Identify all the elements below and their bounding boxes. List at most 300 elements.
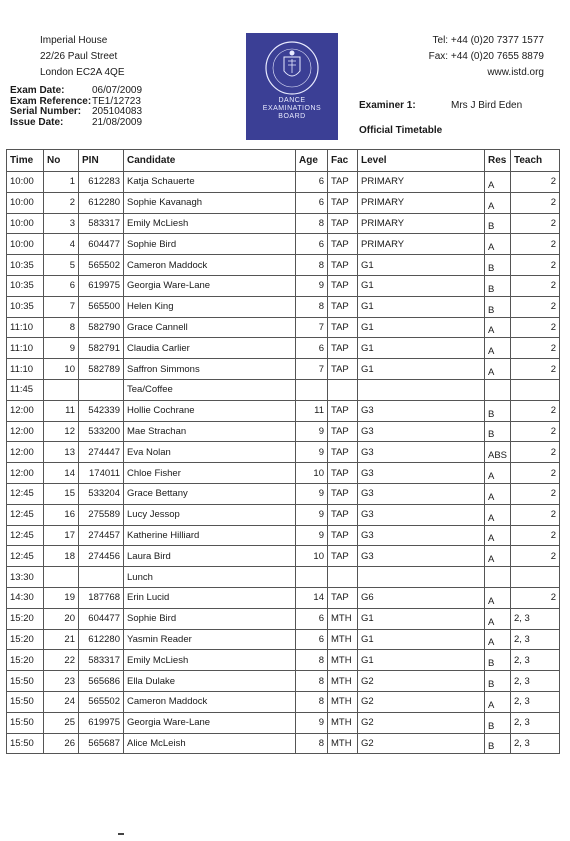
cell-no: 3 (44, 213, 79, 234)
table-row (7, 172, 560, 193)
cell-no: 23 (44, 671, 79, 692)
cell-pin: 612283 (79, 172, 124, 193)
cell-pin: 612280 (79, 629, 124, 650)
cell-res: A (485, 504, 511, 525)
cell-fac: TAP (328, 192, 358, 213)
cell-teach: 2 (511, 421, 560, 442)
cell-no: 1 (44, 172, 79, 193)
logo-line-2: EXAMINATIONS (262, 105, 322, 112)
cell-age: 8 (296, 733, 328, 754)
cell-fac: TAP (328, 213, 358, 234)
cell-age: 10 (296, 463, 328, 484)
cell-teach: 2 (511, 504, 560, 525)
cell-teach: 2 (511, 172, 560, 193)
cell-age: 8 (296, 691, 328, 712)
cell-res: B (485, 296, 511, 317)
cell-candidate: Emily McLiesh (124, 213, 296, 234)
cell-res: A (485, 608, 511, 629)
table-row (7, 525, 560, 546)
cell-candidate: Erin Lucid (124, 587, 296, 608)
cell-no: 25 (44, 712, 79, 733)
cell-teach: 2 (511, 463, 560, 484)
cell-level: G3 (358, 400, 485, 421)
table-row (7, 296, 560, 317)
cell-age (296, 567, 328, 588)
cell-time: 12:45 (7, 546, 44, 567)
table-row (7, 234, 560, 255)
table-row (7, 400, 560, 421)
cell-level: G3 (358, 525, 485, 546)
table-row (7, 379, 560, 400)
logo-line-1: DANCE (278, 97, 306, 104)
cell-res (485, 379, 511, 400)
cell-no: 7 (44, 296, 79, 317)
cell-fac: TAP (328, 442, 358, 463)
cell-candidate: Grace Bettany (124, 483, 296, 504)
cell-time: 15:50 (7, 712, 44, 733)
cell-age: 6 (296, 172, 328, 193)
cell-pin: 542339 (79, 400, 124, 421)
school-address (40, 33, 125, 81)
official-timetable-label: Official Timetable (359, 125, 443, 136)
cell-age (296, 379, 328, 400)
table-row (7, 650, 560, 671)
cell-teach: 2 (511, 442, 560, 463)
cell-level: G2 (358, 733, 485, 754)
cell-age: 6 (296, 608, 328, 629)
cell-no: 4 (44, 234, 79, 255)
scan-mark (118, 833, 124, 835)
cell-candidate: Ella Dulake (124, 671, 296, 692)
col-header-candidate: Candidate (124, 150, 296, 172)
table-row (7, 733, 560, 754)
cell-res (485, 567, 511, 588)
col-header-res: Res (485, 150, 511, 172)
cell-time: 15:50 (7, 671, 44, 692)
cell-res: B (485, 255, 511, 276)
cell-level: PRIMARY (358, 234, 485, 255)
cell-age: 9 (296, 421, 328, 442)
cell-res: A (485, 192, 511, 213)
cell-age: 8 (296, 671, 328, 692)
cell-res: B (485, 421, 511, 442)
cell-age: 9 (296, 525, 328, 546)
cell-pin: 533200 (79, 421, 124, 442)
cell-pin: 582791 (79, 338, 124, 359)
cell-teach: 2, 3 (511, 712, 560, 733)
cell-level: G3 (358, 504, 485, 525)
cell-time: 15:20 (7, 608, 44, 629)
address-line-2: 22/26 Paul Street (40, 51, 118, 62)
table-row (7, 442, 560, 463)
cell-no: 12 (44, 421, 79, 442)
cell-pin: 619975 (79, 275, 124, 296)
cell-teach: 2 (511, 400, 560, 421)
cell-time: 10:35 (7, 275, 44, 296)
cell-res: A (485, 172, 511, 193)
cell-pin: 583317 (79, 213, 124, 234)
cell-no: 15 (44, 483, 79, 504)
cell-time: 10:00 (7, 234, 44, 255)
cell-fac: TAP (328, 525, 358, 546)
meta-row (10, 86, 182, 97)
cell-no: 21 (44, 629, 79, 650)
cell-fac: TAP (328, 421, 358, 442)
cell-age: 9 (296, 483, 328, 504)
cell-age: 8 (296, 296, 328, 317)
cell-pin: 604477 (79, 608, 124, 629)
table-row (7, 483, 560, 504)
cell-teach: 2 (511, 255, 560, 276)
cell-teach (511, 567, 560, 588)
cell-res: ABS (485, 442, 511, 463)
istd-logo (246, 33, 338, 140)
exam-meta (10, 86, 182, 128)
cell-level: G1 (358, 317, 485, 338)
cell-time: 12:00 (7, 463, 44, 484)
contact-tel: Tel: +44 (0)20 7377 1577 (432, 35, 544, 46)
cell-age: 8 (296, 255, 328, 276)
cell-level: PRIMARY (358, 172, 485, 193)
cell-no: 14 (44, 463, 79, 484)
contact-website: www.istd.org (487, 67, 544, 78)
cell-no: 24 (44, 691, 79, 712)
cell-level: G3 (358, 546, 485, 567)
cell-no: 8 (44, 317, 79, 338)
cell-candidate: Eva Nolan (124, 442, 296, 463)
examiner (359, 100, 522, 111)
cell-level: G1 (358, 275, 485, 296)
meta-value: 06/07/2009 (92, 85, 143, 96)
cell-candidate: Lunch (124, 567, 296, 588)
cell-pin (79, 379, 124, 400)
cell-no (44, 379, 79, 400)
col-header-level: Level (358, 150, 485, 172)
cell-res: B (485, 275, 511, 296)
cell-time: 10:35 (7, 255, 44, 276)
cell-teach: 2 (511, 296, 560, 317)
cell-level (358, 567, 485, 588)
cell-age: 6 (296, 234, 328, 255)
cell-res: A (485, 629, 511, 650)
cell-time: 10:35 (7, 296, 44, 317)
cell-time: 15:20 (7, 629, 44, 650)
cell-fac: TAP (328, 338, 358, 359)
cell-pin: 274447 (79, 442, 124, 463)
table-row (7, 587, 560, 608)
meta-label: Serial Number: (10, 106, 82, 117)
cell-age: 9 (296, 275, 328, 296)
cell-candidate: Sophie Bird (124, 234, 296, 255)
cell-candidate: Saffron Simmons (124, 359, 296, 380)
cell-res: A (485, 546, 511, 567)
col-header-time: Time (7, 150, 44, 172)
cell-pin: 565686 (79, 671, 124, 692)
cell-res: B (485, 671, 511, 692)
col-header-no: No (44, 150, 79, 172)
cell-age: 14 (296, 587, 328, 608)
cell-pin: 174011 (79, 463, 124, 484)
cell-teach: 2 (511, 338, 560, 359)
cell-teach: 2 (511, 234, 560, 255)
cell-candidate: Cameron Maddock (124, 691, 296, 712)
cell-candidate: Sophie Kavanagh (124, 192, 296, 213)
timetable-header-row (7, 150, 560, 172)
cell-res: A (485, 317, 511, 338)
cell-teach: 2 (511, 483, 560, 504)
cell-no: 22 (44, 650, 79, 671)
crest-icon (262, 39, 322, 97)
cell-pin: 275589 (79, 504, 124, 525)
cell-candidate: Tea/Coffee (124, 379, 296, 400)
cell-candidate: Grace Cannell (124, 317, 296, 338)
cell-candidate: Lucy Jessop (124, 504, 296, 525)
col-header-age: Age (296, 150, 328, 172)
logo-line-3: BOARD (278, 113, 306, 120)
table-row (7, 567, 560, 588)
cell-candidate: Chloe Fisher (124, 463, 296, 484)
cell-no: 13 (44, 442, 79, 463)
cell-fac: TAP (328, 546, 358, 567)
cell-time: 11:10 (7, 359, 44, 380)
cell-level: G1 (358, 359, 485, 380)
cell-time: 15:20 (7, 650, 44, 671)
cell-fac: TAP (328, 296, 358, 317)
table-row (7, 338, 560, 359)
table-row (7, 546, 560, 567)
cell-time: 10:00 (7, 172, 44, 193)
cell-no (44, 567, 79, 588)
meta-label: Exam Reference: (10, 95, 92, 107)
cell-candidate: Claudia Carlier (124, 338, 296, 359)
col-header-fac: Fac (328, 150, 358, 172)
meta-label: Exam Date: (10, 85, 65, 96)
cell-teach (511, 379, 560, 400)
cell-age: 6 (296, 629, 328, 650)
cell-no: 16 (44, 504, 79, 525)
cell-fac: TAP (328, 317, 358, 338)
cell-res: A (485, 463, 511, 484)
cell-teach: 2 (511, 587, 560, 608)
cell-time: 10:00 (7, 213, 44, 234)
cell-res: A (485, 234, 511, 255)
cell-res: B (485, 213, 511, 234)
cell-pin: 274457 (79, 525, 124, 546)
timetable-body (7, 172, 560, 754)
cell-res: A (485, 525, 511, 546)
cell-fac: TAP (328, 400, 358, 421)
table-row (7, 192, 560, 213)
table-row (7, 691, 560, 712)
cell-time: 11:10 (7, 317, 44, 338)
contact-fax: Fax: +44 (0)20 7655 8879 (428, 51, 544, 62)
meta-value: 21/08/2009 (92, 116, 143, 128)
cell-teach: 2 (511, 546, 560, 567)
table-row (7, 463, 560, 484)
cell-res: A (485, 587, 511, 608)
examiner-name: Mrs J Bird Eden (451, 100, 523, 111)
cell-fac: TAP (328, 234, 358, 255)
cell-time: 14:30 (7, 587, 44, 608)
cell-time: 12:45 (7, 525, 44, 546)
cell-time: 15:50 (7, 733, 44, 754)
cell-fac: TAP (328, 587, 358, 608)
cell-fac: TAP (328, 172, 358, 193)
cell-res: A (485, 338, 511, 359)
cell-time: 12:00 (7, 442, 44, 463)
cell-level: G2 (358, 712, 485, 733)
timetable (6, 149, 560, 754)
cell-time: 11:10 (7, 338, 44, 359)
cell-res: A (485, 483, 511, 504)
table-row (7, 359, 560, 380)
cell-fac: TAP (328, 463, 358, 484)
cell-fac: TAP (328, 504, 358, 525)
cell-time: 12:00 (7, 400, 44, 421)
cell-level: G1 (358, 338, 485, 359)
cell-age: 8 (296, 213, 328, 234)
cell-no: 2 (44, 192, 79, 213)
cell-res: A (485, 691, 511, 712)
cell-teach: 2 (511, 275, 560, 296)
cell-res: B (485, 650, 511, 671)
meta-row (10, 118, 182, 129)
cell-fac: MTH (328, 691, 358, 712)
cell-time: 12:45 (7, 504, 44, 525)
cell-no: 17 (44, 525, 79, 546)
cell-age: 9 (296, 712, 328, 733)
cell-pin: 565502 (79, 691, 124, 712)
cell-level: G6 (358, 587, 485, 608)
cell-candidate: Georgia Ware-Lane (124, 275, 296, 296)
cell-no: 6 (44, 275, 79, 296)
cell-no: 10 (44, 359, 79, 380)
table-row (7, 671, 560, 692)
cell-pin: 612280 (79, 192, 124, 213)
meta-label: Issue Date: (10, 116, 64, 128)
cell-time: 13:30 (7, 567, 44, 588)
cell-pin: 582790 (79, 317, 124, 338)
cell-no: 19 (44, 587, 79, 608)
cell-time: 11:45 (7, 379, 44, 400)
contact-details (429, 33, 544, 81)
cell-teach: 2 (511, 192, 560, 213)
cell-pin: 619975 (79, 712, 124, 733)
cell-age: 10 (296, 546, 328, 567)
cell-no: 20 (44, 608, 79, 629)
cell-no: 9 (44, 338, 79, 359)
cell-pin: 565500 (79, 296, 124, 317)
cell-res: B (485, 712, 511, 733)
cell-res: B (485, 733, 511, 754)
cell-level: G3 (358, 483, 485, 504)
cell-level: G3 (358, 421, 485, 442)
cell-fac: TAP (328, 359, 358, 380)
cell-teach: 2 (511, 525, 560, 546)
cell-level: G2 (358, 691, 485, 712)
cell-res: B (485, 400, 511, 421)
table-row (7, 317, 560, 338)
cell-candidate: Helen King (124, 296, 296, 317)
cell-level: PRIMARY (358, 213, 485, 234)
cell-no: 26 (44, 733, 79, 754)
table-row (7, 421, 560, 442)
cell-pin: 533204 (79, 483, 124, 504)
cell-pin: 274456 (79, 546, 124, 567)
table-row (7, 504, 560, 525)
cell-candidate: Alice McLeish (124, 733, 296, 754)
address-line-1: Imperial House (40, 35, 108, 46)
cell-teach: 2 (511, 213, 560, 234)
cell-age: 7 (296, 359, 328, 380)
cell-time: 12:45 (7, 483, 44, 504)
cell-age: 9 (296, 504, 328, 525)
cell-teach: 2, 3 (511, 629, 560, 650)
cell-candidate: Yasmin Reader (124, 629, 296, 650)
cell-candidate: Emily McLiesh (124, 650, 296, 671)
cell-time: 12:00 (7, 421, 44, 442)
cell-time: 15:50 (7, 691, 44, 712)
cell-fac: MTH (328, 650, 358, 671)
cell-age: 7 (296, 317, 328, 338)
table-row (7, 608, 560, 629)
cell-fac: TAP (328, 483, 358, 504)
cell-candidate: Katja Schauerte (124, 172, 296, 193)
cell-pin: 583317 (79, 650, 124, 671)
cell-pin: 582789 (79, 359, 124, 380)
cell-age: 6 (296, 338, 328, 359)
cell-candidate: Cameron Maddock (124, 255, 296, 276)
cell-fac (328, 567, 358, 588)
cell-fac: TAP (328, 275, 358, 296)
cell-level: G1 (358, 608, 485, 629)
cell-level (358, 379, 485, 400)
cell-level: G1 (358, 650, 485, 671)
table-row (7, 255, 560, 276)
examiner-label: Examiner 1: (359, 100, 416, 111)
cell-age: 8 (296, 650, 328, 671)
cell-pin: 565502 (79, 255, 124, 276)
cell-fac: MTH (328, 629, 358, 650)
cell-teach: 2, 3 (511, 650, 560, 671)
cell-age: 6 (296, 192, 328, 213)
cell-no: 11 (44, 400, 79, 421)
table-row (7, 213, 560, 234)
meta-value: 205104083 (92, 106, 143, 117)
cell-pin (79, 567, 124, 588)
cell-candidate: Georgia Ware-Lane (124, 712, 296, 733)
cell-level: G3 (358, 442, 485, 463)
table-row (7, 712, 560, 733)
cell-time: 10:00 (7, 192, 44, 213)
cell-fac (328, 379, 358, 400)
table-row (7, 275, 560, 296)
cell-level: G1 (358, 629, 485, 650)
cell-level: G1 (358, 255, 485, 276)
cell-age: 11 (296, 400, 328, 421)
cell-pin: 187768 (79, 587, 124, 608)
cell-candidate: Hollie Cochrane (124, 400, 296, 421)
cell-pin: 565687 (79, 733, 124, 754)
cell-candidate: Laura Bird (124, 546, 296, 567)
cell-fac: TAP (328, 255, 358, 276)
cell-level: G1 (358, 296, 485, 317)
cell-res: A (485, 359, 511, 380)
meta-value: TE1/12723 (92, 95, 141, 107)
cell-pin: 604477 (79, 234, 124, 255)
col-header-teach: Teach (511, 150, 560, 172)
cell-no: 18 (44, 546, 79, 567)
